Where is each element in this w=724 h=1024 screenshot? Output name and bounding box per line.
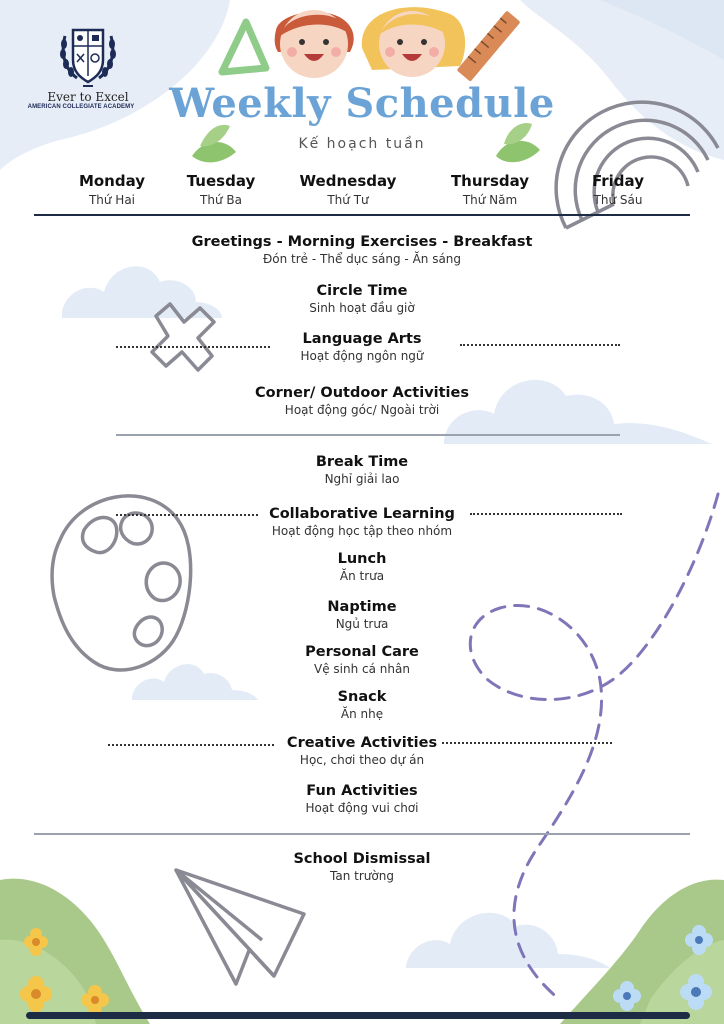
activity-title-vi: Sinh hoạt đầu giờ [309, 301, 415, 315]
girl-face-icon [362, 7, 465, 77]
day-wednesday [288, 172, 408, 207]
activity-title-vi: Ăn trưa [339, 569, 385, 583]
activity-title: Creative Activities [286, 735, 438, 751]
day-name: Tuesday [186, 172, 256, 190]
activity-personal-care [120, 644, 604, 676]
activity-title: Naptime [327, 599, 397, 615]
bottom-bar [26, 1012, 690, 1019]
section-divider [34, 833, 690, 835]
activity-title-vi: Hoạt động học tập theo nhóm [271, 524, 453, 538]
day-name: Friday [591, 172, 644, 190]
day-friday [558, 172, 678, 207]
activity-title: Language Arts [302, 331, 422, 347]
activity-creative [120, 735, 604, 767]
activity-title-vi: Ngủ trưa [335, 617, 389, 631]
activity-fun [120, 783, 604, 815]
activity-title-vi: Hoạt động ngôn ngữ [300, 349, 424, 363]
activity-title: Collaborative Learning [269, 506, 455, 522]
logo-school-name: AMERICAN COLLEGIATE ACADEMY [27, 104, 135, 110]
activity-title: Break Time [315, 454, 409, 470]
activity-greetings [120, 234, 604, 266]
activity-title: Circle Time [316, 283, 408, 299]
activity-title: Snack [337, 689, 387, 705]
day-name-vi: Thứ Ba [200, 193, 242, 207]
activity-title-vi: Nghỉ giải lao [324, 472, 400, 486]
activity-lunch [120, 551, 604, 583]
activity-title: Corner/ Outdoor Activities [255, 385, 469, 401]
activity-title: Lunch [337, 551, 387, 567]
day-tuesday [161, 172, 281, 207]
activity-dismissal [120, 851, 604, 883]
day-name-vi: Thứ Tư [327, 193, 369, 207]
triangle-ruler-icon [222, 22, 266, 72]
activity-title-vi: Hoạt động vui chơi [305, 801, 419, 815]
page-subtitle: Kế hoạch tuần [298, 136, 426, 152]
grass-hill-left [0, 879, 150, 1024]
activity-naptime [120, 599, 604, 631]
boy-face-icon [275, 10, 354, 78]
cloud-icon [406, 913, 610, 968]
day-name-vi: Thứ Năm [462, 193, 518, 207]
day-name: Wednesday [299, 172, 397, 190]
activity-corner-outdoor [120, 385, 604, 417]
ruler-icon [457, 10, 521, 81]
day-name-vi: Thứ Sáu [593, 193, 643, 207]
activity-language-arts [120, 331, 604, 363]
activity-title: Fun Activities [306, 783, 418, 799]
activity-title-vi: Vệ sinh cá nhân [314, 662, 410, 676]
day-name: Thursday [450, 172, 530, 190]
page-title: Weekly Schedule [169, 80, 555, 127]
day-monday [52, 172, 172, 207]
activity-title-vi: Hoạt động góc/ Ngoài trời [284, 403, 440, 417]
activity-title-vi: Học, chơi theo dự án [299, 753, 425, 767]
logo-motto: Ever to Excel [47, 90, 129, 104]
day-thursday [430, 172, 550, 207]
day-name-vi: Thứ Hai [88, 193, 136, 207]
activity-title-vi: Tan trường [330, 869, 394, 883]
crest-icon [53, 26, 123, 88]
activity-title: Personal Care [305, 644, 419, 660]
header-divider [34, 214, 690, 216]
activity-title-vi: Đón trẻ - Thể dục sáng - Ăn sáng [262, 252, 462, 266]
activity-collaborative-learning [120, 506, 604, 538]
activity-circle-time [120, 283, 604, 315]
activity-title: Greetings - Morning Exercises - Breakfast [191, 234, 533, 250]
paper-plane-icon [176, 870, 304, 984]
activity-title: School Dismissal [293, 851, 431, 867]
activity-snack [120, 689, 604, 721]
activity-title-vi: Ăn nhẹ [340, 707, 384, 721]
day-name: Monday [78, 172, 146, 190]
activity-break-time [120, 454, 604, 486]
section-divider [116, 434, 620, 436]
